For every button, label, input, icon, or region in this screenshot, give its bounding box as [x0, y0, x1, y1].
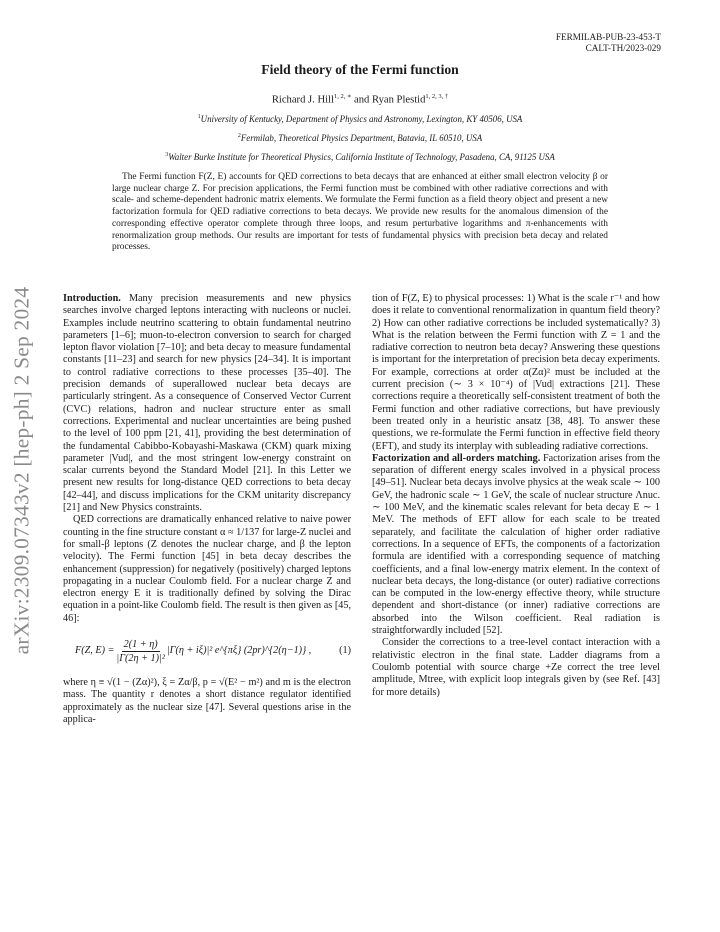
affiliation-text: Fermilab, Theoretical Physics Department, Batavia, IL 60510, USA [240, 133, 483, 143]
affiliation [0, 114, 720, 124]
affiliation-mark: 2 [237, 133, 241, 140]
section-heading: Factorization and all-orders matching. [372, 452, 541, 464]
author-list [0, 92, 720, 106]
affiliation-mark: 3 [165, 152, 169, 159]
affiliation-text: University of Kentucky, Department of Physics and Astronomy, Lexington, KY 40506, USA [200, 114, 523, 124]
paragraph: where η ≡ √(1 − (Zα)²), ξ = Zα/β, p = √(E² − m²) and m is the electron mass. The quantity r denotes a short distance regulator identified approximately as the nuclear size [47]. Several questions arise in the applica- [63, 677, 351, 725]
affiliation [0, 152, 720, 162]
equation-body [63, 638, 311, 665]
author-marks: 1, 2, 3, † [425, 93, 449, 100]
paragraph: tion of F(Z, E) to physical processes: 1) What is the scale r⁻¹ and how does it relate to conventional renormalization in quantum field theory? 2) How can other radiative corrections be included systematically? 3) What is the relation between the Fermi function with Z = 1 and the radiative correction to neutron beta decay? Answering these questions is important for the interpretation of precision beta decay experiments. For example, corrections at order α(Zα)² must be included at the current precision (∼ 3 × 10⁻⁴) of |Vud| extractions [21]. These corrections require a theoretically self-consistent treatment of both the Fermi function and other radiative corrections, but have previously been treated only in a heuristic ansatz [38, 48]. To answer these questions, we re-formulate the Fermi function in effective field theory (EFT), and study its interplay with subleading radiative corrections. [372, 293, 660, 452]
intro-paragraph [63, 293, 351, 514]
author-marks: 1, 2, ∗ [333, 93, 352, 100]
report-numbers [556, 32, 661, 53]
author-name: Richard J. Hill [271, 94, 334, 106]
right-column [372, 293, 660, 699]
left-column [63, 293, 351, 726]
section-paragraph [372, 453, 660, 637]
equation-fermi-function [63, 638, 351, 665]
equation-numerator: 2(1 + η) [123, 639, 158, 651]
equation-fraction [116, 638, 164, 665]
author-name: Ryan Plestid [371, 94, 426, 106]
equation-number: (1) [339, 645, 351, 657]
affiliation-text: Walter Burke Institute for Theoretical Physics, California Institute of Technology, Pasadena, CA, 91125 USA [168, 152, 555, 162]
section-text: Factorization arises from the separation of different energy scales involved in a physical process [49–51]. Nuclear beta decays involve physics at the weak scale ∼ 100 GeV, the hadronic scale ∼ 1 GeV, the scale of nuclear structure Λnuc. ∼ 100 MeV, and the kinematic scales relevant for beta decay E ∼ 1 MeV. The methods of EFT allow for each scale to be treated separately, and facilitate the calculation of higher order radiative corrections. In a sequence of EFTs, the components of a factorization formula are identified with a corresponding sequence of matching coefficients, and a final low-energy matrix element. In the context of nuclear beta decays, the long-distance (or outer) radiative corrections can be computed in the low-energy effective theory, while structure dependent and short-distance (or inner) radiative corrections are absorbed into the Wilson coefficient. Real radiation is straightforwardly included [52]. [372, 452, 660, 637]
equation-rhs: |Γ(η + iξ)|² e^{πξ} (2pr)^{2(η−1)} , [166, 645, 312, 657]
affiliation-mark: 1 [197, 114, 201, 121]
equation-denominator: |Γ(2η + 1)|² [116, 653, 165, 665]
arxiv-identifier: arXiv:2309.07343v2 [hep-ph] 2 Sep 2024 [9, 286, 34, 654]
paragraph: QED corrections are dramatically enhanced relative to naive power counting in the fine structure constant α ≈ 1/137 for large-Z nuclei and for small-β leptons (Z denotes the nuclear charge, and β the lepton velocity). The Fermi function [45] in beta decay describes the enhancement (suppression) for negatively (positively) charged leptons propagating in a nuclear Coulomb field. For a nuclear charge Z and electron energy E it is traditionally defined by solving the Dirac equation in a point-like Coulomb field. The result is then given as [45, 46]: [63, 514, 351, 624]
report-number: CALT-TH/2023-029 [585, 42, 661, 53]
intro-text: Many precision measurements and new physics searches involve charged leptons interacting with nucleons or nuclei. Examples include neutrino scattering to obtain fundamental neutrino parameters [1–6]; muon-to-electron conversion to search for charged lepton flavor violation [7–10]; and beta decay to measure fundamental constants [11–23] and search for new physics [24–34]. It is important to control radiative corrections to these processes [35–40]. The precision demands of superallowed nuclear beta decays are particularly stringent. As a consequence of Conserved Vector Current (CVC) relations, hadron and nuclear structure enter as small corrections. Experimental and nuclear uncertainties are being pushed to the level of 100 ppm [21, 41], providing the best determination of the fundamental Cabibbo-Kobayashi-Maskawa (CKM) quark mixing parameter |Vud|, and the most stringent low-energy constraint on scalar currents beyond the Standard Model [21]. In this Letter we present new results for long-distance QED corrections to beta decay [42–44], and discuss implications for the CKM unitarity discrepancy [21] and New Physics constraints. [63, 293, 351, 514]
abstract: The Fermi function F(Z, E) accounts for QED corrections to beta decays that are enhanced at either small electron velocity β or large nuclear charge Z. For precision applications, the Fermi function must be combined with other radiative corrections and with scale- and scheme-dependent hadronic matrix elements. We formulate the Fermi function as a field theory object and present a new factorization formula for QED radiative corrections to beta decays. We provide new results for the anomalous dimension of the corresponding effective operator complete through three loops, and resum perturbative logarithms and π-enhancements with renormalization group methods. Our results are important for tests of fundamental physics with precision beta decay and related processes. [112, 172, 608, 253]
equation-lhs: F(Z, E) = [75, 645, 115, 657]
paragraph: Consider the corrections to a tree-level contact interaction with a relativistic electron in the final state. Ladder diagrams from a Coulomb potential with source charge +Ze correct the tree level amplitude, Mtree, with explicit loop integrals given by (see Ref. [43] for more details) [372, 637, 660, 698]
author-conjunction: and [354, 94, 370, 106]
affiliation [0, 133, 720, 143]
report-number: FERMILAB-PUB-23-453-T [555, 32, 661, 42]
paper-title: Field theory of the Fermi function [261, 62, 459, 77]
arxiv-stamp [5, 286, 39, 654]
intro-heading: Introduction. [63, 293, 121, 304]
